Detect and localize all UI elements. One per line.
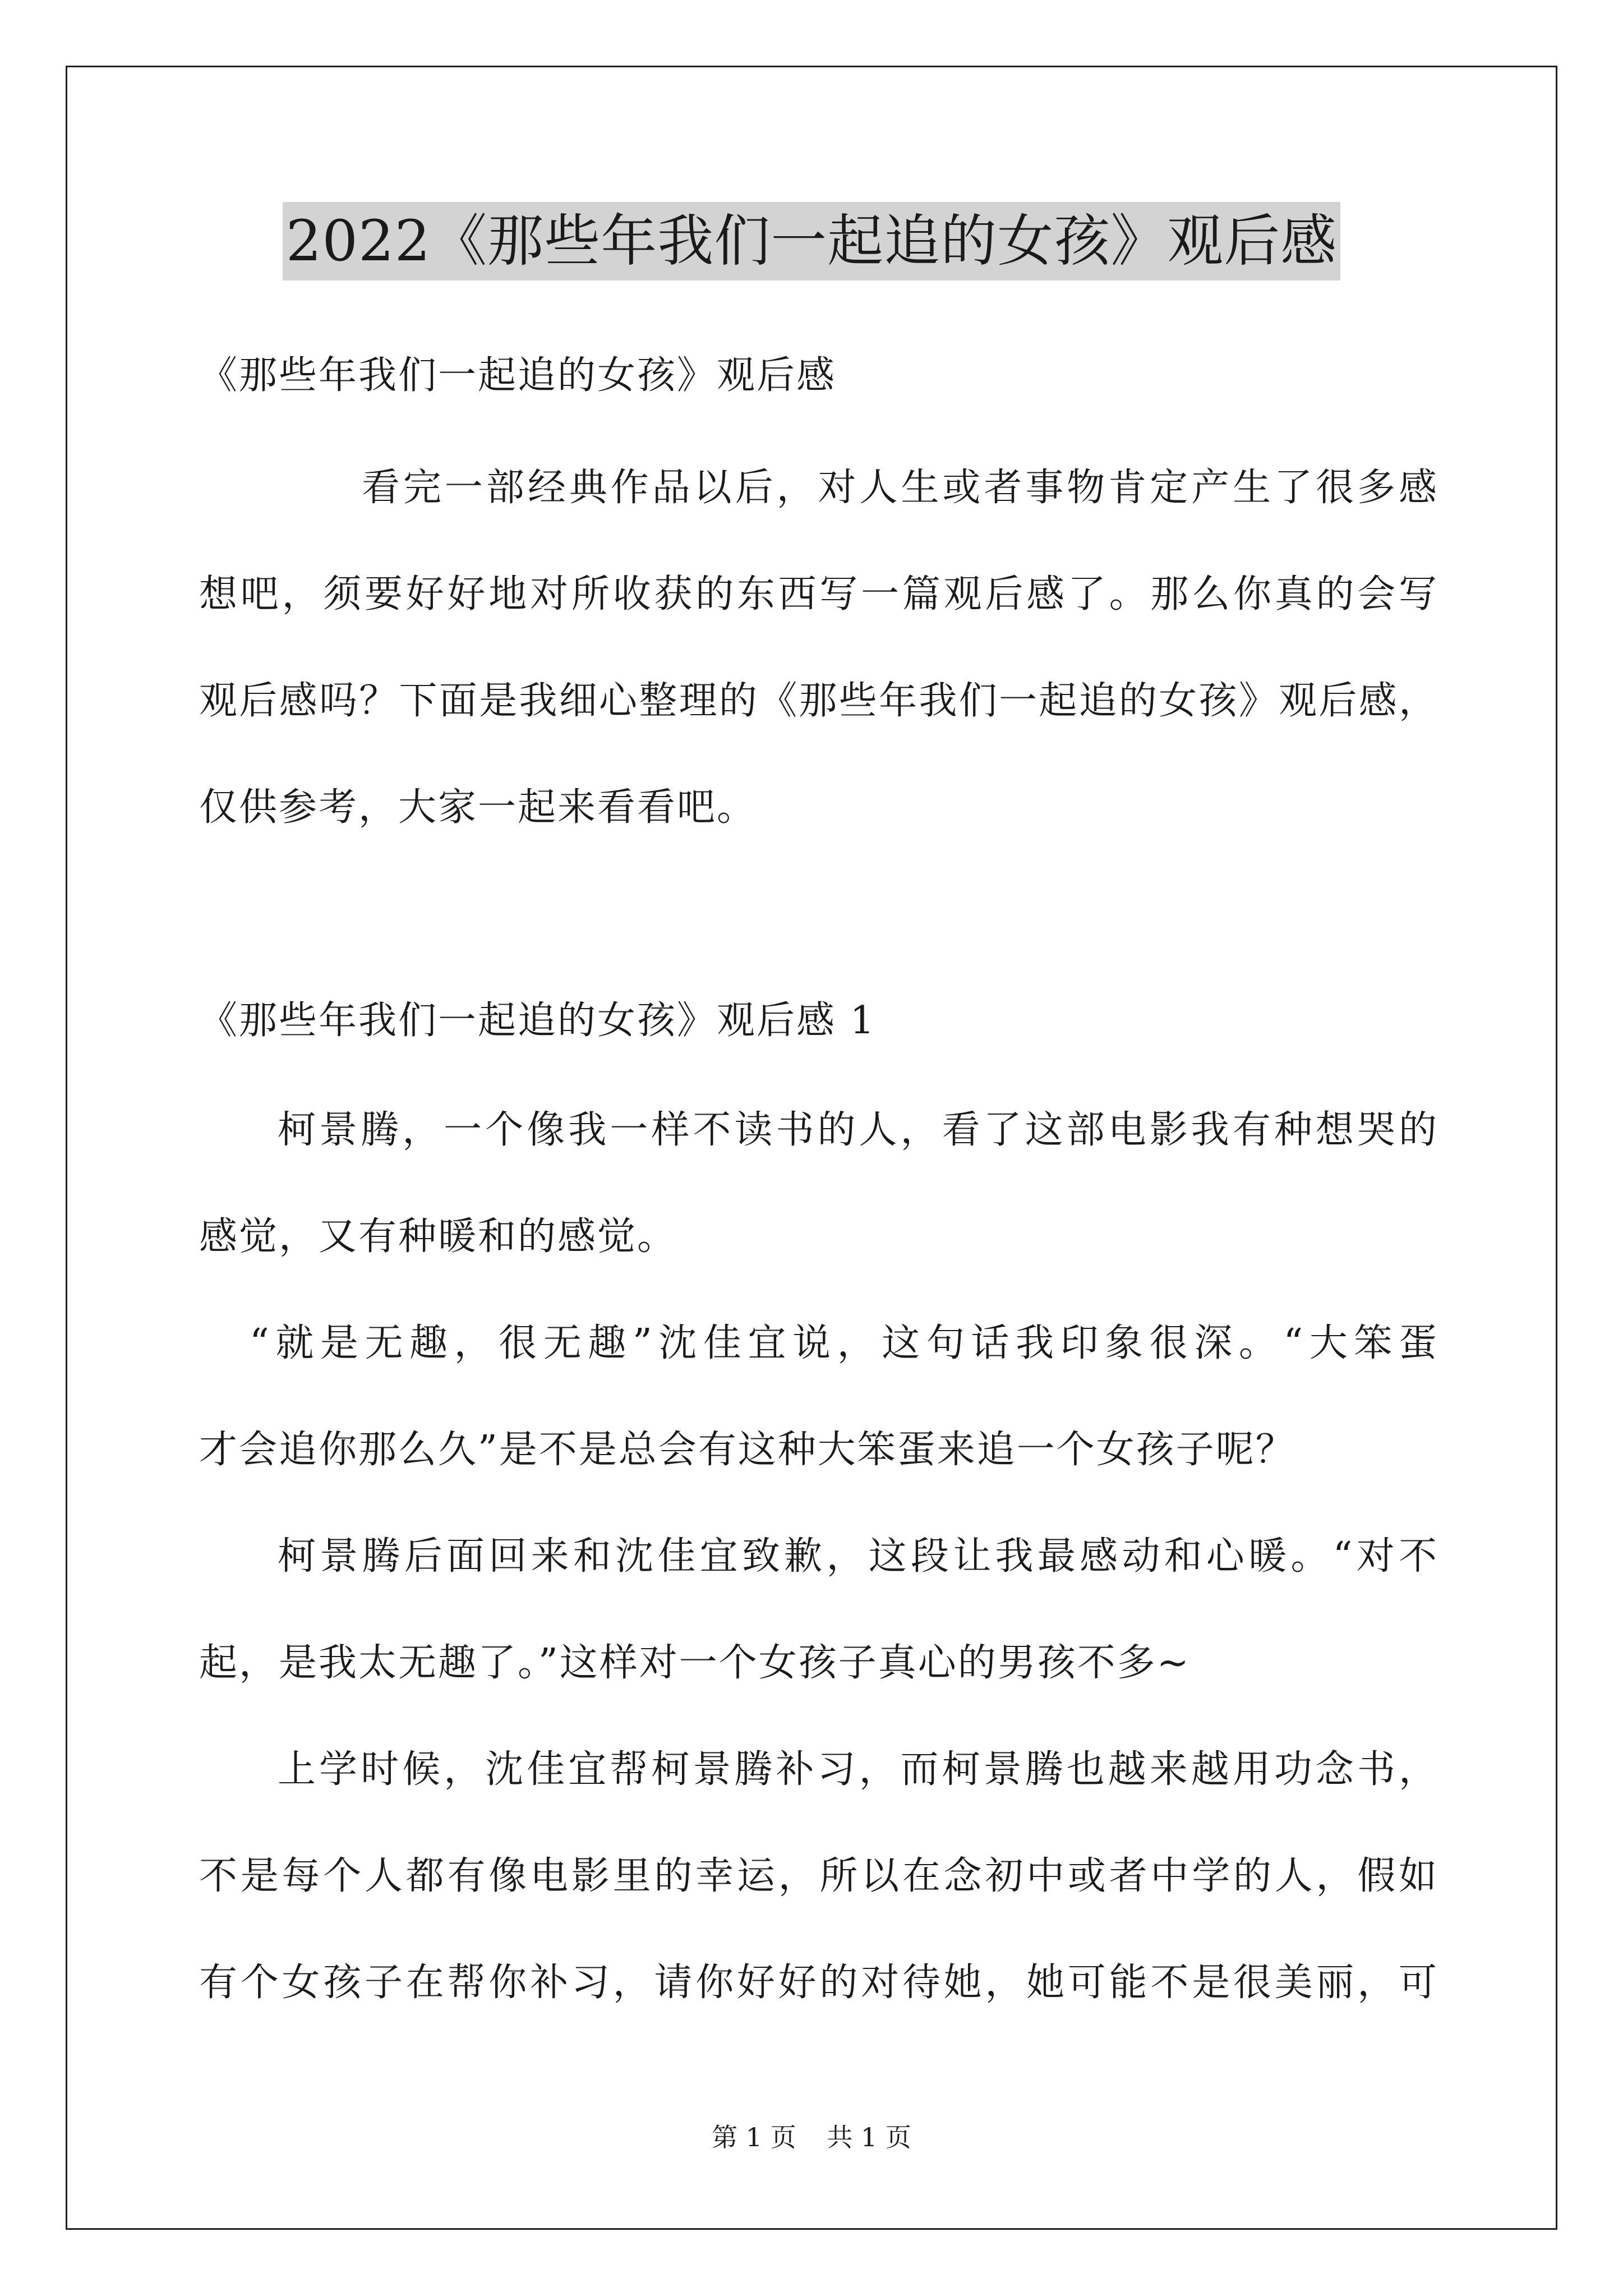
paragraph-line: “就是无趣，很无趣”沈佳宜说，这句话我印象很深。“大笨蛋 [250, 1321, 1438, 1365]
paragraph-line: 看完一部经典作品以后，对人生或者事物肯定产生了很多感 [362, 466, 1438, 510]
paragraph-line: 才会追你那么久”是不是总会有这种大笨蛋来追一个女孩子呢？ [199, 1428, 1295, 1472]
paragraph-line: 感觉，又有种暖和的感觉。 [199, 1214, 677, 1259]
subtitle-line: 《那些年我们一起追的女孩》观后感 [199, 353, 837, 398]
page-footer [0, 2120, 1623, 2154]
paragraph-line: 柯景腾，一个像我一样不读书的人，看了这部电影我有种想哭的 [278, 1108, 1438, 1152]
paragraph-line: 有个女孩子在帮你补习，请你好好的对待她，她可能不是很美丽，可 [199, 1961, 1438, 2005]
section-heading: 《那些年我们一起追的女孩》观后感 1 [199, 999, 876, 1043]
paragraph-line: 柯景腾后面回来和沈佳宜致歉，这段让我最感动和心暖。“对不 [278, 1534, 1438, 1579]
paragraph-line: 观后感吗？下面是我细心整理的《那些年我们一起追的女孩》观后感， [199, 679, 1438, 723]
paragraph-line: 仅供参考，大家一起来看看吧。 [199, 785, 757, 830]
paragraph-line: 想吧，须要好好地对所收获的东西写一篇观后感了。那么你真的会写 [199, 572, 1438, 616]
page-number-total: 共 1 页 [827, 2122, 911, 2152]
title-container [0, 202, 1623, 280]
page-number-current: 第 1 页 [712, 2122, 796, 2152]
paragraph-line: 起，是我太无趣了。”这样对一个女孩子真心的男孩不多~ [199, 1641, 1191, 1685]
document-title: 2022《那些年我们一起追的女孩》观后感 [283, 202, 1341, 280]
paragraph-line: 上学时候，沈佳宜帮柯景腾补习，而柯景腾也越来越用功念书， [278, 1747, 1438, 1792]
paragraph-line: 不是每个人都有像电影里的幸运，所以在念初中或者中学的人，假如 [199, 1854, 1438, 1898]
